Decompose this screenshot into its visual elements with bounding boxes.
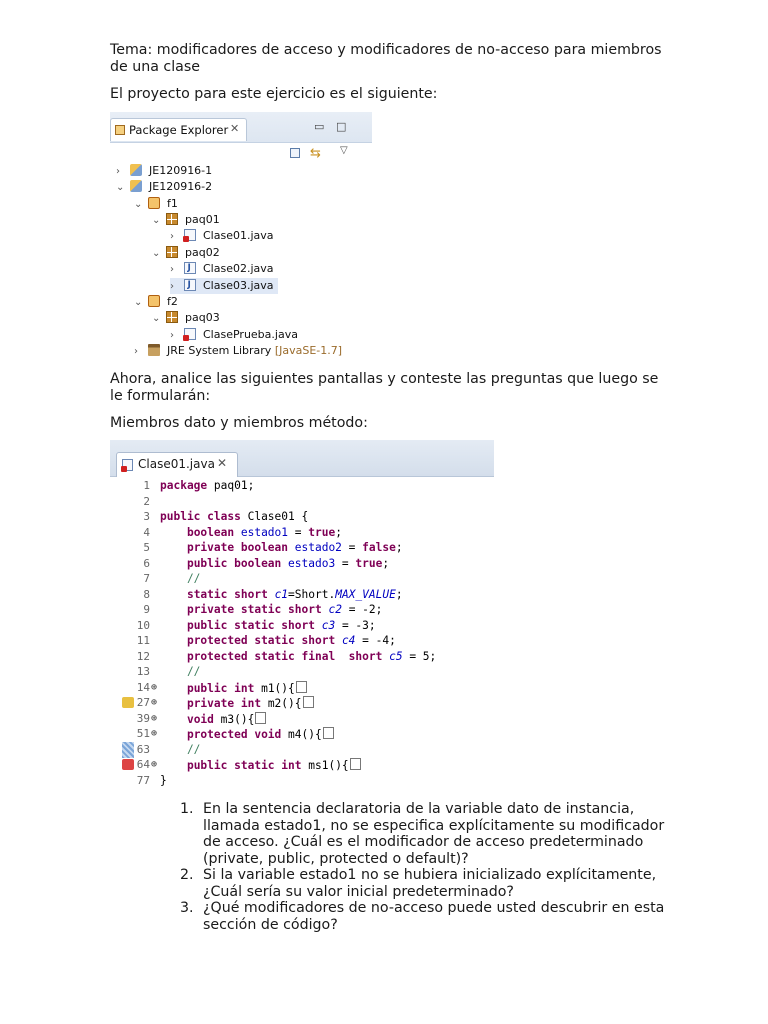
project-icon <box>130 180 142 192</box>
tree-item-label: ClasePrueba.java <box>203 328 298 341</box>
maximize-icon[interactable]: □ <box>336 120 347 133</box>
tree-item-label: JRE System Library <box>167 344 272 357</box>
tree-item-package[interactable] <box>152 212 220 228</box>
tree-item-label: Clase03.java <box>203 279 274 292</box>
editor-tab[interactable] <box>116 452 238 477</box>
code-line[interactable]: private int m2(){ <box>160 696 314 710</box>
tree-item-source-folder[interactable] <box>134 294 178 310</box>
library-icon <box>148 344 160 356</box>
tree-item-project[interactable] <box>116 163 212 179</box>
package-explorer-tab[interactable] <box>110 118 247 141</box>
tree-item-java-file[interactable] <box>170 327 298 343</box>
question-text: ¿Qué modificadores de no-acceso puede usted descubrir en esta sección de código? <box>203 900 665 933</box>
line-number: 4 <box>143 525 150 539</box>
source-folder-icon <box>148 197 160 209</box>
tree-item-project[interactable] <box>116 179 212 195</box>
minimize-icon[interactable]: ▭ <box>314 120 325 133</box>
java-file-error-icon <box>184 328 196 340</box>
collapsed-block-icon[interactable] <box>296 681 307 693</box>
tree-item-library[interactable] <box>134 343 342 359</box>
collapse-arrow-icon[interactable]: ⌄ <box>152 215 161 226</box>
code-line[interactable]: public static short c3 = -3; <box>186 618 376 632</box>
tree-item-label: paq01 <box>185 213 220 226</box>
tree-item-java-file-selected[interactable] <box>170 278 278 294</box>
expand-arrow-icon[interactable]: › <box>170 231 174 242</box>
expand-arrow-icon[interactable]: › <box>170 330 174 341</box>
line-number: 51 <box>136 727 150 740</box>
expand-arrow-icon[interactable]: › <box>170 281 174 292</box>
editor-tab-title: Clase01.java <box>138 457 215 471</box>
code-line[interactable]: protected static final short c5 = 5; <box>186 649 437 663</box>
source-folder-icon <box>148 295 160 307</box>
line-number: 64 <box>136 758 150 771</box>
line-number: 11 <box>136 634 150 647</box>
package-icon <box>166 311 178 323</box>
project-icon <box>130 164 142 176</box>
tree-item-label: paq03 <box>185 311 220 324</box>
library-version: [JavaSE-1.7] <box>274 344 343 357</box>
line-number: 7 <box>143 572 150 585</box>
collapse-arrow-icon[interactable]: ⌄ <box>134 297 143 308</box>
tree-item-java-file[interactable] <box>170 228 274 244</box>
collapse-arrow-icon[interactable]: ⌄ <box>152 313 161 324</box>
code-line[interactable]: // <box>160 742 201 756</box>
package-explorer-title: Package Explorer <box>129 123 229 137</box>
collapse-all-icon[interactable] <box>290 148 300 158</box>
code-line[interactable]: public static int ms1(){ <box>160 758 361 772</box>
line-number: 8 <box>143 587 150 601</box>
code-line[interactable]: // <box>160 665 201 678</box>
package-icon <box>166 213 178 225</box>
code-editor-panel <box>110 440 494 792</box>
close-icon[interactable]: ✕ <box>217 456 228 470</box>
code-line[interactable]: private static short c2 = -2; <box>186 603 383 616</box>
analysis-instruction: Ahora, analice las siguientes pantallas y conteste las preguntas que luego se le formularán: <box>110 371 659 404</box>
code-line[interactable]: static short c1=Short.MAX_VALUE; <box>186 587 403 601</box>
code-line[interactable]: package paq01; <box>160 479 255 492</box>
tree-item-label: JE120916-1 <box>149 164 213 177</box>
question-text: En la sentencia declaratoria de la variable dato de instancia, llamada estado1, no se especifica explícitamente su modificador de acceso. ¿Cuál es el modificador de acceso predeterminado (private, public, protected o default)? <box>203 801 665 867</box>
package-explorer-icon <box>115 125 125 135</box>
tree-item-label: paq02 <box>185 246 220 259</box>
tree-item-label: Clase01.java <box>203 229 274 242</box>
package-explorer-titlebar <box>110 112 372 143</box>
link-with-editor-icon[interactable]: ⇆ <box>310 146 321 161</box>
package-explorer-panel <box>110 112 372 361</box>
question-number: 2. <box>180 867 194 883</box>
java-file-icon <box>184 262 196 274</box>
code-line[interactable]: public int m1(){ <box>160 681 307 695</box>
line-number: 6 <box>143 556 150 570</box>
code-line[interactable]: // <box>160 572 201 585</box>
topic-heading: Tema: modificadores de acceso y modificadores de no-acceso para miembros de una clase <box>110 42 662 75</box>
package-explorer-toolbar <box>110 143 372 165</box>
line-number: 14 <box>136 680 150 694</box>
question-item <box>175 801 675 867</box>
close-icon[interactable]: ✕ <box>230 122 240 135</box>
tree-item-package[interactable] <box>152 310 220 326</box>
question-item <box>175 900 675 933</box>
question-text: Si la variable estado1 no se hubiera inicializado explícitamente, ¿Cuál sería su valor inicial predeterminado? <box>203 867 657 900</box>
code-line[interactable]: public boolean estado3 = true; <box>186 556 390 570</box>
project-intro: El proyecto para este ejercicio es el siguiente: <box>110 86 438 102</box>
expand-arrow-icon[interactable]: › <box>116 166 120 177</box>
question-number: 1. <box>180 801 194 817</box>
line-number: 12 <box>136 649 150 663</box>
questions-list <box>175 801 675 933</box>
fold-expand-icon[interactable]: ⊕ <box>151 759 158 770</box>
java-file-error-icon <box>122 459 133 471</box>
line-number: 63 <box>136 742 150 756</box>
collapsed-block-icon[interactable] <box>323 727 334 739</box>
line-number: 5 <box>143 541 150 554</box>
code-line[interactable]: protected static short c4 = -4; <box>186 634 396 647</box>
line-number: 1 <box>143 479 150 492</box>
collapse-arrow-icon[interactable]: ⌄ <box>116 182 125 193</box>
collapse-arrow-icon[interactable]: ⌄ <box>134 199 143 210</box>
collapse-arrow-icon[interactable]: ⌄ <box>152 248 161 259</box>
fold-expand-icon[interactable]: ⊕ <box>151 728 158 739</box>
code-line[interactable]: boolean estado1 = true; <box>186 525 342 539</box>
editor-titlebar <box>110 440 494 477</box>
expand-arrow-icon[interactable]: › <box>134 346 138 357</box>
java-file-icon <box>184 279 196 291</box>
fold-expand-icon[interactable]: ⊕ <box>151 681 158 693</box>
code-line[interactable]: } <box>160 773 167 787</box>
line-number: 27 <box>136 696 150 709</box>
fold-expand-icon[interactable]: ⊕ <box>151 712 158 724</box>
line-number: 2 <box>143 494 150 508</box>
collapsed-block-icon[interactable] <box>350 758 361 770</box>
collapsed-block-icon[interactable] <box>255 712 266 724</box>
section-label: Miembros dato y miembros método: <box>110 415 368 431</box>
code-line[interactable]: void m3(){ <box>160 712 266 726</box>
question-item <box>175 867 675 900</box>
question-number: 3. <box>180 900 194 916</box>
line-number: 13 <box>136 665 150 678</box>
code-line[interactable]: protected void m4(){ <box>160 727 334 741</box>
line-number: 39 <box>136 711 150 725</box>
code-line[interactable]: private boolean estado2 = false; <box>186 541 403 554</box>
view-menu-icon[interactable]: ▽ <box>340 145 348 156</box>
line-number: 3 <box>143 510 150 523</box>
line-number: 9 <box>143 603 150 616</box>
tree-item-label: f1 <box>167 197 178 210</box>
tree-item-label: JE120916-2 <box>149 180 213 193</box>
package-icon <box>166 246 178 258</box>
tree-item-label: f2 <box>167 295 178 308</box>
line-number: 10 <box>136 618 150 632</box>
code-line[interactable]: public class Clase01 { <box>160 510 309 523</box>
collapsed-block-icon[interactable] <box>303 696 314 708</box>
tree-item-java-file[interactable] <box>170 261 274 277</box>
java-file-error-icon <box>184 229 196 241</box>
tree-item-package[interactable] <box>152 245 220 261</box>
line-number: 77 <box>136 773 150 787</box>
fold-expand-icon[interactable]: ⊕ <box>151 697 158 708</box>
expand-arrow-icon[interactable]: › <box>170 264 174 275</box>
tree-item-source-folder[interactable] <box>134 196 178 212</box>
tree-item-label: Clase02.java <box>203 262 274 275</box>
